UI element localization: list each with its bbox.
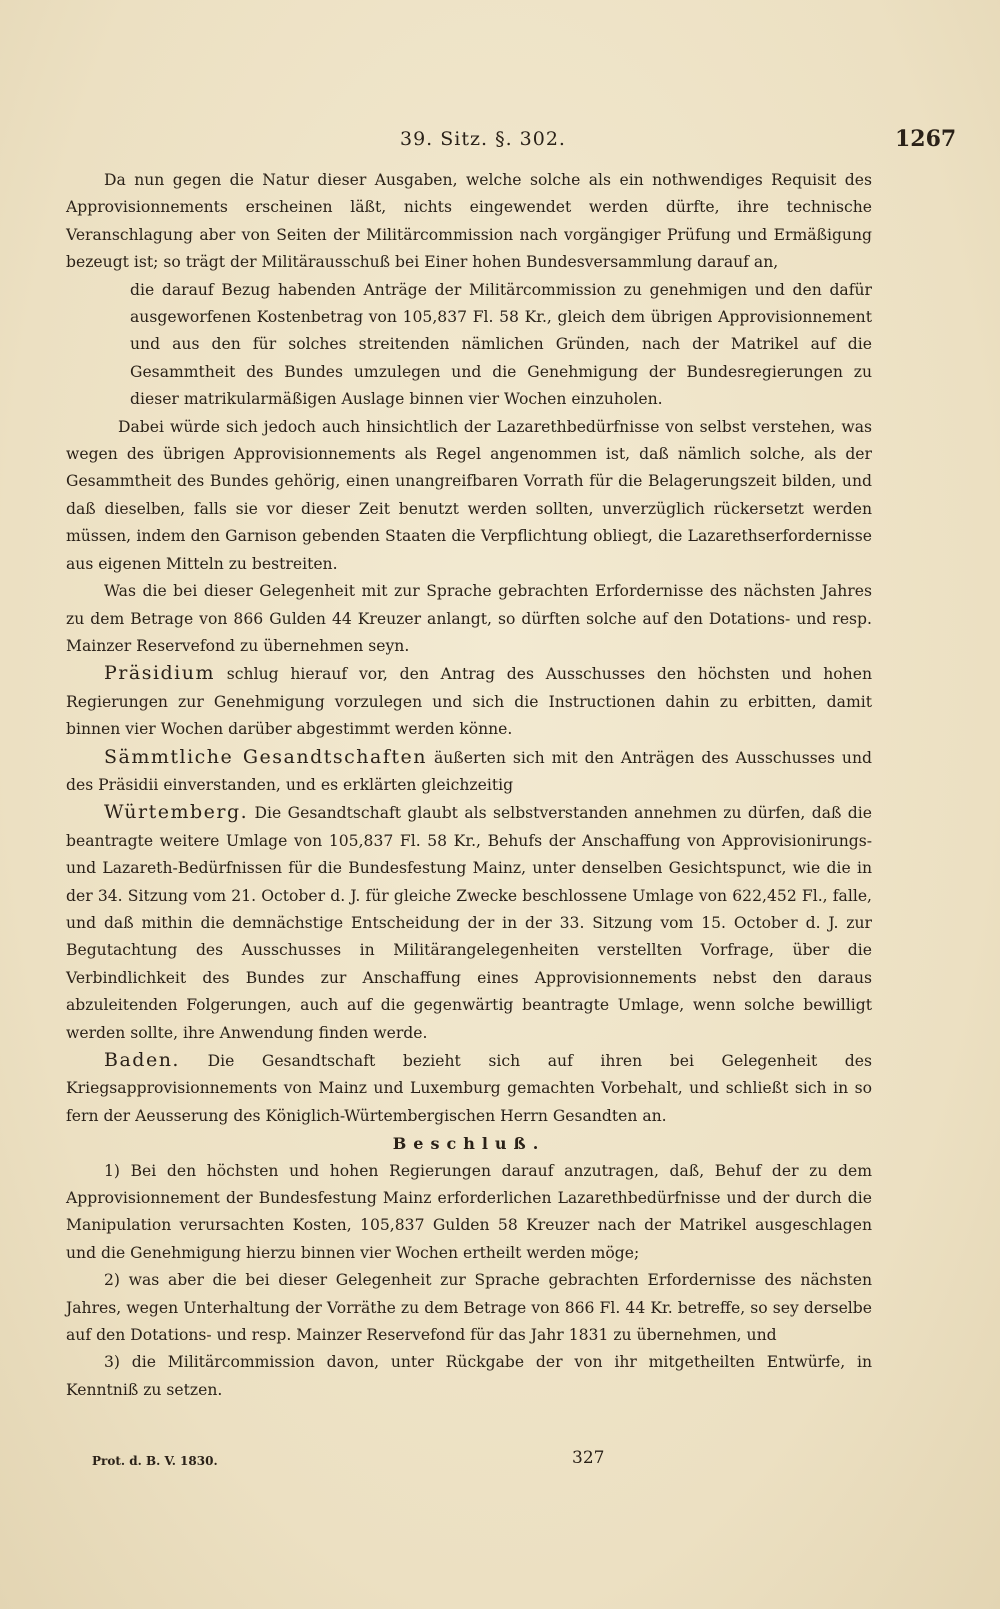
resolution-item: 1) Bei den höchsten und hohen Regierungen darauf anzutragen, daß, Behuf der zu dem Approvisionnement der Bundesfestung Mainz erforderlichen Lazarethbedürfnisse und der durch die Manipulation verursachten Kosten, 105,837 Gulden 58 Kreuzer nach der Matrikel ausgeschlagen und die Genehmigung hierzu binnen vier Wochen ertheilt werden möge; [66,1161,872,1262]
resolution-item: 3) die Militärcommission davon, unter Rückgabe der von ihr mitgetheilten Entwürfe, in Kenntniß zu setzen. [66,1353,872,1399]
speaker-name: Sämmtliche Gesandtschaften [104,745,427,768]
page-number: 1267 [895,126,957,152]
paragraph: Dabei würde sich jedoch auch hinsichtlich der Lazarethbedürfnisse von selbst verstehen, was wegen des übrigen Approvisionnements als Regel angenommen ist, daß nämlich solche, als der Gesammtheit des Bundes gehörig, einen unangreifbaren Vorrath für die Belagerungszeit bilden, und daß dieselben, falls sie vor dieser Zeit benutzt werden sollten, unverzüglich rückersetzt werden müssen, indem den Garnison gebenden Staaten die Verpflichtung obliegt, die Lazarethserfordernisse aus eigenen Mitteln zu bestreiten. [66,417,872,573]
speech-text: schlug hierauf vor, den Antrag des Ausschusses den höchsten und hohen Regierungen zur Genehmigung vorzulegen und sich die Instructionen dahin zu erbitten, damit binnen vier Wochen darüber abgestimmt werden könne. [66,665,872,739]
document-body [66,167,872,1404]
speaker-name: Würtemberg. [104,801,249,824]
resolution-heading: Beschluß. [392,1134,546,1154]
speech-text: äußerten sich mit den Anträgen des Ausschusses und des Präsidii einverstanden, und es erklärten gleichzeitig [66,748,872,794]
paragraph: Da nun gegen die Natur dieser Ausgaben, welche solche als ein nothwendiges Requisit des Approvisionnements erscheinen läßt, nichts eingewendet werden dürfte, ihre technische Veranschlagung aber von Seiten der Militärcommission nach vorgängiger Prüfung und Ermäßigung bezeugt ist; so trägt der Militärausschuß bei Einer hohen Bundesversammlung darauf an, [66,171,872,272]
resolution-item: 2) was aber die bei dieser Gelegenheit zur Sprache gebrachten Erfordernisse des nächsten Jahres, wegen Unterhaltung der Vorräthe zu dem Betrage von 866 Fl. 44 Kr. betreffe, so sey derselbe auf den Dotations- und resp. Mainzer Reservefond für das Jahr 1831 zu übernehmen, und [66,1271,872,1345]
speaker-name: Baden. [104,1049,180,1071]
paragraph: Was die bei dieser Gelegenheit mit zur Sprache gebrachten Erfordernisse des nächsten Jahres zu dem Betrage von 866 Gulden 44 Kreuzer anlangt, so dürften solche auf den Dotations- und resp. Mainzer Reservefond zu übernehmen seyn. [66,582,872,655]
speech-paragraph [66,660,872,743]
speaker-name: Präsidium [104,662,216,685]
page-footer [0,1448,1000,1478]
page-header [0,128,1000,160]
speech-paragraph [66,1047,872,1130]
sheet-signature: 327 [572,1448,605,1468]
speech-paragraph [66,744,872,800]
speech-paragraph [66,799,872,1047]
speech-text: Die Gesandtschaft bezieht sich auf ihren bei Gelegenheit des Kriegsapprovisionnements von Mainz und Luxemburg gemachten Vorbehalt, und schließt sich in so fern der Aeusserung des Königlich-Würtembergischen Herrn Gesandten an. [66,1052,873,1125]
motion-paragraph: die darauf Bezug habenden Anträge der Militärcommission zu genehmigen und den dafür ausgeworfenen Kostenbetrag von 105,837 Fl. 58 Kr., gleich dem übrigen Approvisionnement und aus den für solches streitenden nämlichen Gründen, nach der Matrikel auf die Gesammtheit des Bundes umzulegen und die Genehmigung der Bundesregierungen zu dieser matrikularmäßigen Auslage binnen vier Wochen einzuholen. [130,280,872,409]
running-head: 39. Sitz. §. 302. [400,128,566,150]
protocol-reference: Prot. d. B. V. 1830. [92,1454,218,1468]
speech-text: Die Gesandtschaft glaubt als selbstverstanden annehmen zu dürfen, daß die beantragte weitere Umlage von 105,837 Fl. 58 Kr., Behufs der Anschaffung von Approvisionirungs- und Lazareth-Bedürfnissen für die Bundesfestung Mainz, unter denselben Gesichtspunct, wie die in der 34. Sitzung vom 21. October d. J. für gleiche Zwecke beschlossene Umlage von 622,452 Fl., falle, und daß mithin die demnächstige Entscheidung der in der 33. Sitzung vom 15. October d. J. zur Begutachtung des Ausschusses in Militärangelegenheiten verstellten Vorfrage, über die Verbindlichkeit des Bundes zur Anschaffung eines Approvisionnements nebst den daraus abzuleitenden Folgerungen, auch auf die gegenwärtig beantragte Umlage, wenn solche bewilligt werden sollte, ihre Anwendung finden werde. [66,804,872,1042]
